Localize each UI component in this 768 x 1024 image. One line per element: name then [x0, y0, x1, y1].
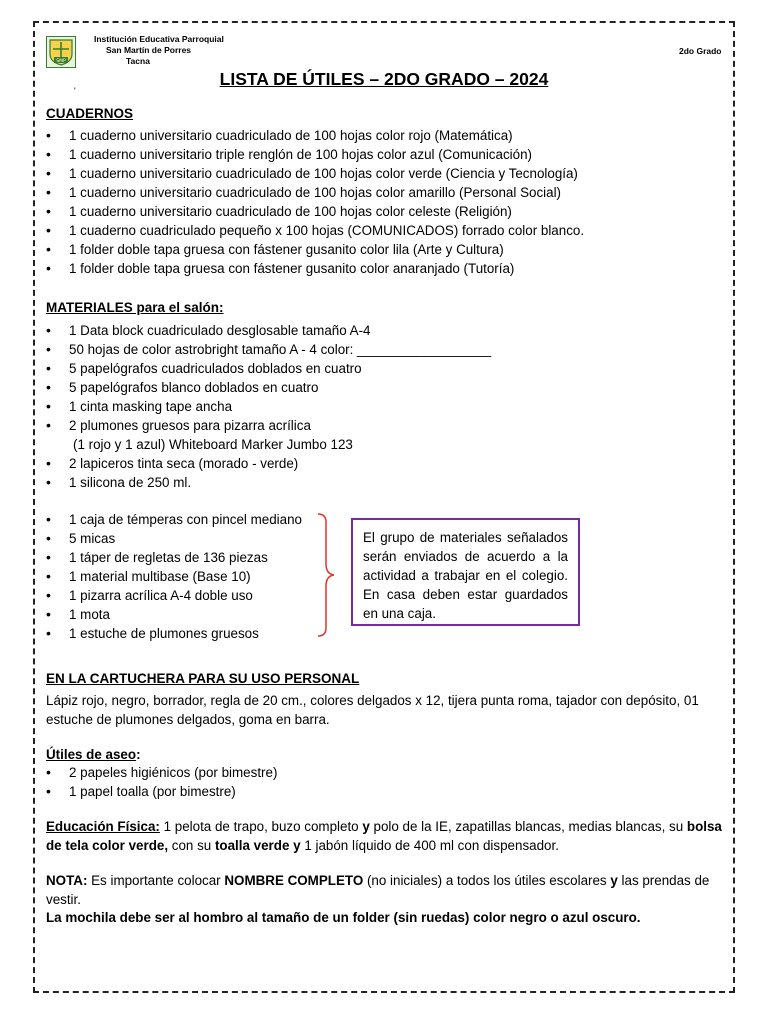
materiales-list-c — [46, 510, 302, 643]
list-item: • 1 cuaderno universitario triple renglón de 100 hojas color azul (Comunicación) — [46, 145, 584, 164]
list-item: • 1 folder doble tapa gruesa con fástener gusanito color lila (Arte y Cultura) — [46, 240, 584, 259]
cuadernos-heading: CUADERNOS — [46, 106, 134, 121]
text-span: polo de la IE, zapatillas blancas, medias blancas, su — [369, 819, 687, 834]
curly-brace-icon — [316, 512, 340, 638]
text-span: con su — [168, 838, 215, 853]
aseo-list — [46, 763, 277, 801]
list-item: • 1 cuaderno universitario cuadriculado de 100 hojas color amarillo (Personal Social) — [46, 183, 584, 202]
grade-label: 2do Grado — [679, 46, 722, 56]
nota-paragraph — [46, 871, 726, 909]
text-span: 1 jabón líquido de 400 ml con dispensador. — [300, 838, 559, 853]
text-span: NOMBRE COMPLETO — [224, 873, 364, 888]
list-item: • 5 papelógrafos cuadriculados doblados en cuatro — [46, 359, 491, 378]
nota-label: NOTA: — [46, 873, 88, 888]
institution-name: Institución Educativa Parroquial — [94, 34, 224, 44]
materiales-list-a — [46, 321, 491, 435]
list-item: • 2 plumones gruesos para pizarra acrílica — [46, 416, 491, 435]
school-logo — [46, 36, 76, 68]
list-item: • 1 material multibase (Base 10) — [46, 567, 302, 586]
list-item: • 1 pizarra acrílica A-4 doble uso — [46, 586, 302, 605]
educacion-fisica-label: Educación Física: — [46, 819, 160, 834]
list-item: • 2 papeles higiénicos (por bimestre) — [46, 763, 277, 782]
list-item: • 1 cuaderno universitario cuadriculado de 100 hojas color celeste (Religión) — [46, 202, 584, 221]
text-span: y — [293, 838, 301, 853]
mochila-note: La mochila debe ser al hombro al tamaño de un folder (sin ruedas) color negro o azul oscuro. — [46, 910, 641, 925]
list-item: • 1 cuaderno universitario cuadriculado de 100 hojas color verde (Ciencia y Tecnología) — [46, 164, 584, 183]
list-item: • 5 micas — [46, 529, 302, 548]
list-item: • 1 táper de regletas de 136 piezas — [46, 548, 302, 567]
markers-detail: (1 rojo y 1 azul) Whiteboard Marker Jumbo 123 — [73, 437, 353, 452]
materials-note-box: El grupo de materiales señalados serán enviados de acuerdo a la actividad a trabajar en el colegio. En casa deben estar guardados en una caja. — [351, 518, 580, 626]
cartuchera-text: Lápiz rojo, negro, borrador, regla de 20 cm., colores delgados x 12, tijera punta roma, tajador con depósito, 01 estuche de plumones delgados, goma en barra. — [46, 693, 699, 727]
text-span: toalla verde — [214, 838, 290, 853]
stray-mark: ' — [74, 86, 76, 96]
text-span: y — [610, 873, 618, 888]
list-item: • 1 cinta masking tape ancha — [46, 397, 491, 416]
materiales-list-b — [46, 454, 298, 492]
page-title: LISTA DE ÚTILES – 2DO GRADO – 2024 — [219, 69, 549, 89]
text-span: (no iniciales) a todos los útiles escolares — [363, 873, 611, 888]
aseo-heading-text: Útiles de aseo — [46, 747, 137, 762]
logo-letters: SMP — [56, 59, 66, 64]
list-item: • 5 papelógrafos blanco doblados en cuatro — [46, 378, 491, 397]
text-span: Es importante colocar — [87, 873, 225, 888]
list-item: • 1 estuche de plumones gruesos — [46, 624, 302, 643]
list-item: • 1 papel toalla (por bimestre) — [46, 782, 277, 801]
aseo-heading-colon: : — [136, 747, 141, 762]
list-item: • 2 lapiceros tinta seca (morado - verde) — [46, 454, 298, 473]
list-item: • 1 silicona de 250 ml. — [46, 473, 298, 492]
text-span: 1 pelota de trapo, buzo completo — [159, 819, 363, 834]
list-item: • 1 Data block cuadriculado desglosable tamaño A-4 — [46, 321, 491, 340]
cuadernos-list — [46, 126, 584, 278]
institution-subname: San Martín de Porres — [106, 45, 192, 55]
text-span: bolsa de tela color verde, — [46, 819, 722, 853]
cartuchera-heading: EN LA CARTUCHERA PARA SU USO PERSONAL — [46, 671, 360, 686]
educacion-fisica-paragraph — [46, 817, 726, 855]
text-span: las prendas de vestir. — [46, 873, 710, 907]
text-span: y — [362, 819, 370, 834]
list-item: • 1 cuaderno cuadriculado pequeño x 100 hojas (COMUNICADOS) forrado color blanco. — [46, 221, 584, 240]
aseo-heading — [46, 745, 726, 764]
list-item: • 1 caja de témperas con pincel mediano — [46, 510, 302, 529]
institution-city: Tacna — [126, 56, 150, 66]
list-item: • 1 cuaderno universitario cuadriculado de 100 hojas color rojo (Matemática) — [46, 126, 584, 145]
list-item: • 1 folder doble tapa gruesa con fástener gusanito color anaranjado (Tutoría) — [46, 259, 584, 278]
list-item: • 50 hojas de color astrobright tamaño A - 4 color: __________________ — [46, 340, 491, 359]
list-item: • 1 mota — [46, 605, 302, 624]
materiales-heading: MATERIALES para el salón: — [46, 300, 224, 315]
